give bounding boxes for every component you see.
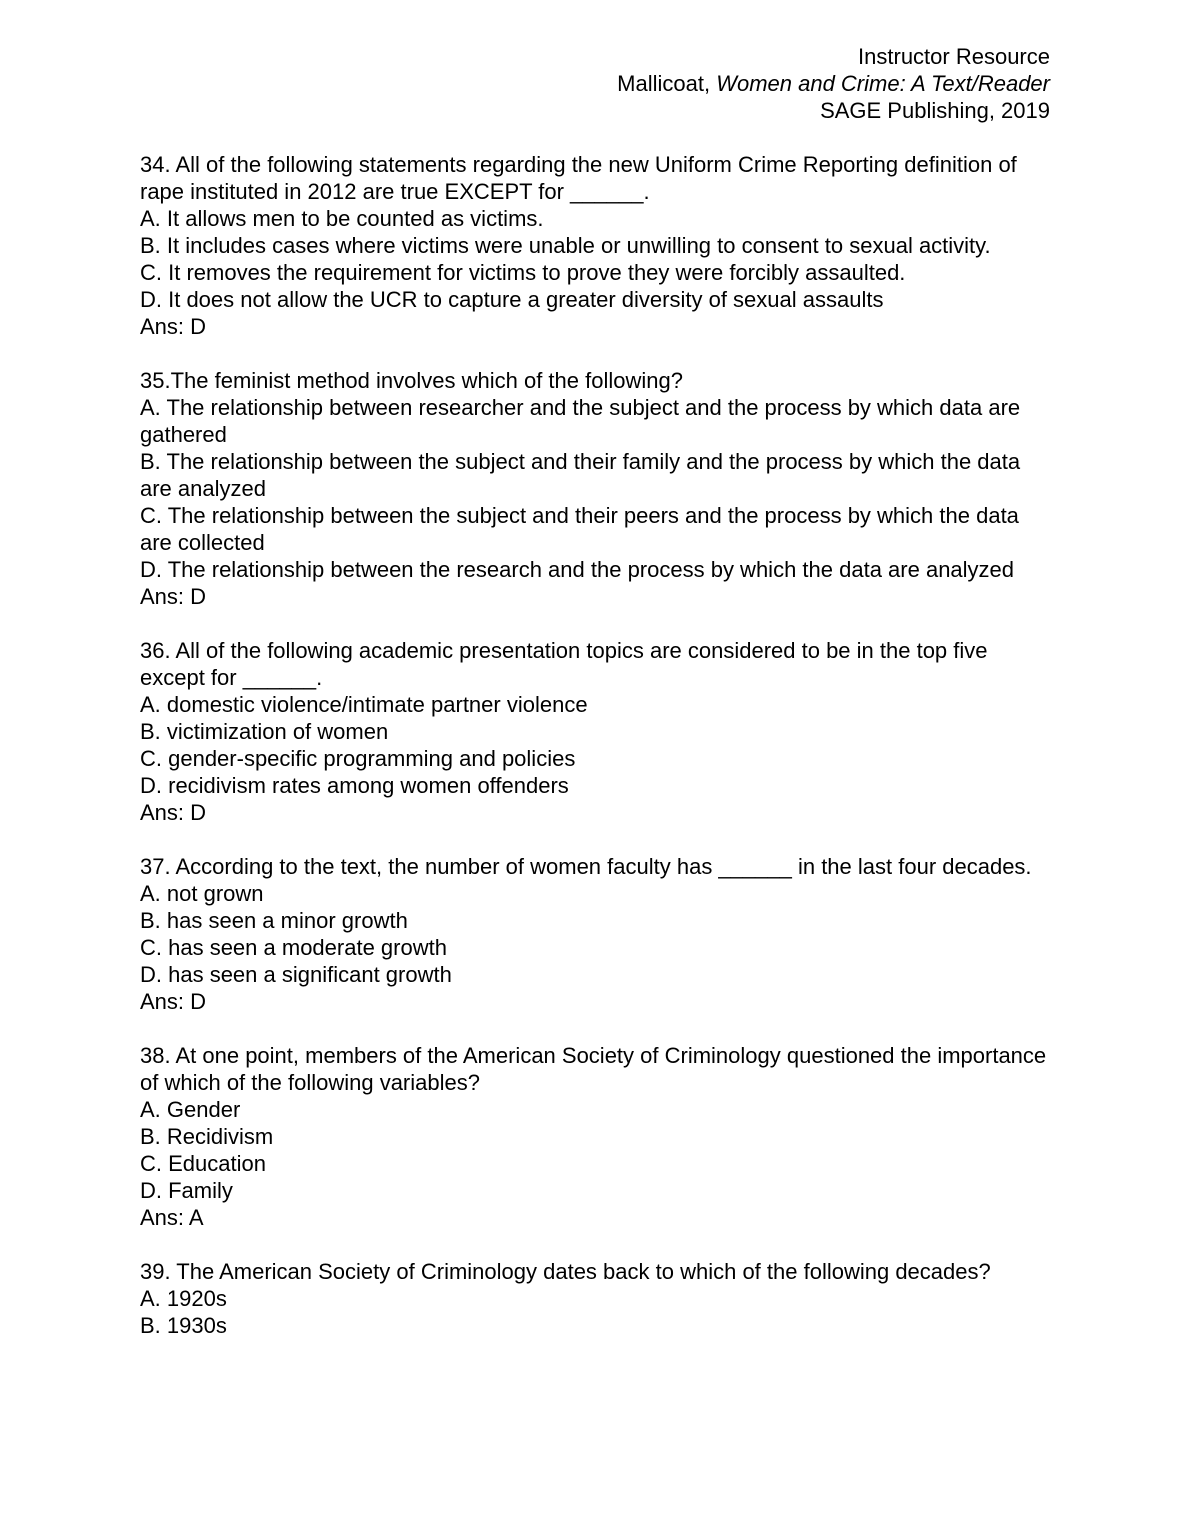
question-39 [140, 1258, 1055, 1339]
answer-key: Ans: D [140, 800, 207, 825]
question-38 [140, 1042, 1055, 1231]
answer-key: Ans: A [140, 1205, 204, 1230]
answer-option-c: C. The relationship between the subject and their peers and the process by which the data are collected [140, 503, 1019, 555]
answer-key: Ans: D [140, 314, 207, 339]
answer-option-d: D. recidivism rates among women offenders [140, 773, 569, 798]
question-list [140, 151, 1055, 1366]
answer-option-b: B. It includes cases where victims were unable or unwilling to consent to sexual activity. [140, 233, 991, 258]
page-header [617, 43, 1050, 124]
question-stem: 37. According to the text, the number of women faculty has ______ in the last four decades. [140, 854, 1032, 879]
answer-option-a: A. not grown [140, 881, 264, 906]
question-36 [140, 637, 1055, 826]
answer-option-d: D. Family [140, 1178, 233, 1203]
question-stem: 36. All of the following academic presentation topics are considered to be in the top five except for ______. [140, 638, 988, 690]
question-stem: 38. At one point, members of the American Society of Criminology questioned the importance of which of the following variables? [140, 1043, 1047, 1095]
answer-option-c: C. It removes the requirement for victims to prove they were forcibly assaulted. [140, 260, 906, 285]
question-stem: 35.The feminist method involves which of the following? [140, 368, 683, 393]
header-book-citation [617, 70, 1050, 97]
header-book-title: Women and Crime: A Text/Reader [716, 71, 1050, 96]
answer-option-a: A. Gender [140, 1097, 241, 1122]
answer-key: Ans: D [140, 584, 207, 609]
answer-option-a: A. It allows men to be counted as victims. [140, 206, 544, 231]
answer-option-b: B. Recidivism [140, 1124, 274, 1149]
answer-option-a: A. domestic violence/intimate partner violence [140, 692, 588, 717]
answer-option-d: D. has seen a significant growth [140, 962, 452, 987]
answer-option-d: D. It does not allow the UCR to capture a greater diversity of sexual assaults [140, 287, 884, 312]
question-stem: 39. The American Society of Criminology dates back to which of the following decades? [140, 1259, 991, 1284]
answer-option-b: B. 1930s [140, 1313, 227, 1338]
question-35 [140, 367, 1055, 610]
answer-key: Ans: D [140, 989, 207, 1014]
answer-option-c: C. Education [140, 1151, 266, 1176]
question-37 [140, 853, 1055, 1015]
answer-option-b: B. victimization of women [140, 719, 389, 744]
header-publisher: SAGE Publishing, 2019 [820, 98, 1050, 123]
header-author: Mallicoat, [617, 71, 717, 96]
answer-option-c: C. has seen a moderate growth [140, 935, 447, 960]
question-stem: 34. All of the following statements regarding the new Uniform Crime Reporting definition of rape instituted in 2012 are true EXCEPT for ______. [140, 152, 1017, 204]
answer-option-c: C. gender-specific programming and policies [140, 746, 576, 771]
answer-option-a: A. 1920s [140, 1286, 227, 1311]
answer-option-d: D. The relationship between the research and the process by which the data are analyzed [140, 557, 1015, 582]
answer-option-a: A. The relationship between researcher and the subject and the process by which data are gathered [140, 395, 1021, 447]
answer-option-b: B. has seen a minor growth [140, 908, 408, 933]
header-resource-label: Instructor Resource [858, 44, 1050, 69]
answer-option-b: B. The relationship between the subject and their family and the process by which the data are analyzed [140, 449, 1021, 501]
question-34 [140, 151, 1055, 340]
